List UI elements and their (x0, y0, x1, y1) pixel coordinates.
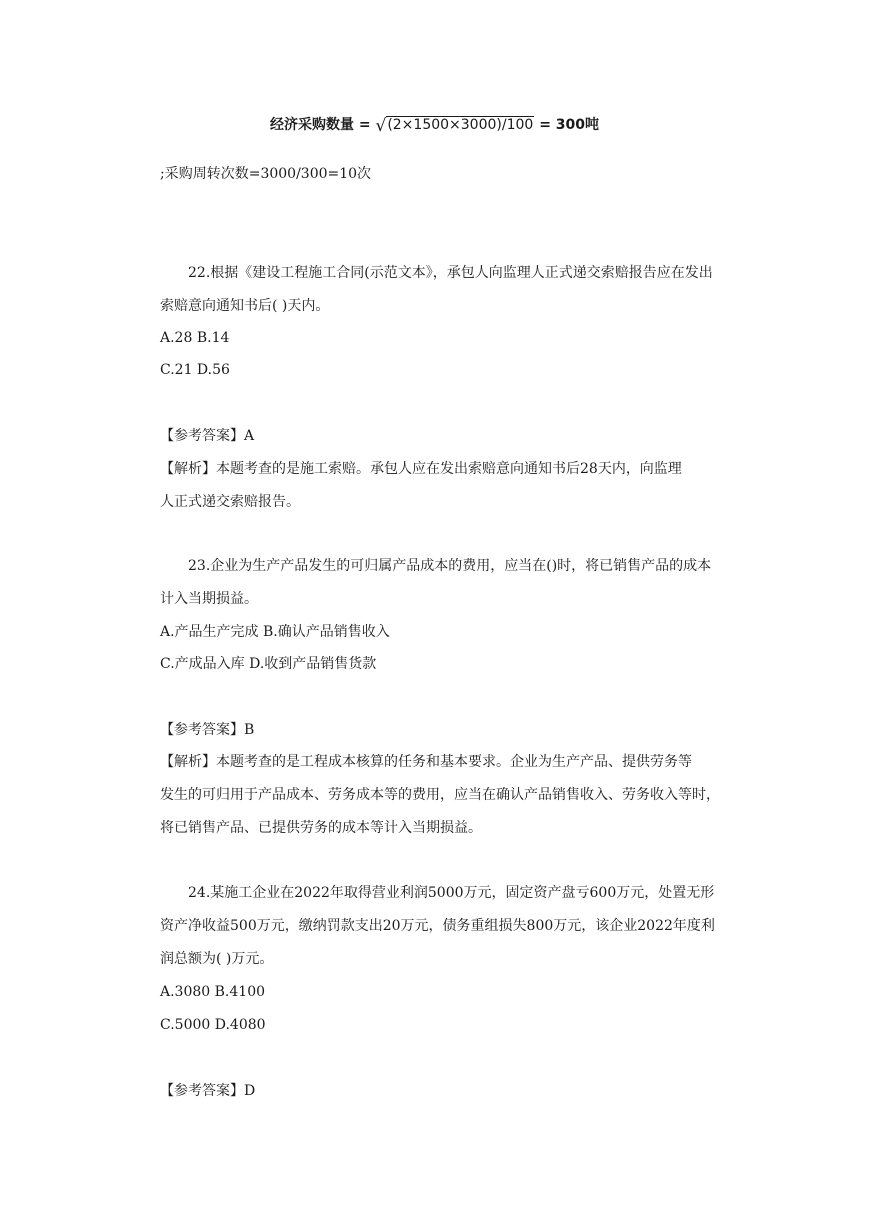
q22-line1: 22.根据《建设工程施工合同(示范文本》，承包人向监理人正式递交索赔报告应在发出 (188, 265, 713, 281)
q23-line1: 23.企业为生产产品发生的可归属产品成本的费用，应当在()时，将已销售产品的成本 (188, 558, 712, 574)
q23-analysis1: 【解析】本题考查的是工程成本核算的任务和基本要求。企业为生产产品、提供劳务等 (160, 754, 692, 770)
formula-radicand: (2×1500×3000)/100 (387, 117, 534, 133)
q24-line2: 资产净收益500万元，缴纳罚款支出20万元，债务重组损失800万元，该企业2022年度利 (160, 918, 715, 934)
formula-economic-order-quantity (0, 114, 869, 136)
q22-options-cd: C.21 D.56 (160, 362, 230, 378)
q22-answer: 【参考答案】A (160, 428, 255, 444)
sqrt-icon: √ (375, 116, 387, 136)
formula-rhs: = 300吨 (539, 117, 600, 133)
q23-answer: 【参考答案】B (160, 722, 255, 738)
q24-line1: 24.某施工企业在2022年取得营业利润5000万元，固定资产盘亏600万元，处置无形 (188, 885, 715, 901)
q24-answer: 【参考答案】D (160, 1083, 256, 1099)
q23-analysis3: 将已销售产品、已提供劳务的成本等计入当期损益。 (160, 820, 482, 836)
formula-lhs: 经济采购数量 = (269, 117, 371, 133)
q23-options-ab: A.产品生产完成 B.确认产品销售收入 (160, 624, 390, 640)
q22-analysis1: 【解析】本题考查的是施工索赔。承包人应在发出索赔意向通知书后28天内，向监理 (160, 461, 682, 477)
q23-line2: 计入当期损益。 (160, 591, 258, 607)
q24-line3: 润总额为( )万元。 (160, 951, 274, 967)
q24-options-cd: C.5000 D.4080 (160, 1017, 266, 1033)
note-turnover: ;采购周转次数=3000/300=10次 (160, 166, 372, 182)
q24-options-ab: A.3080 B.4100 (160, 984, 266, 1000)
q22-options-ab: A.28 B.14 (160, 330, 230, 346)
q22-line2: 索赔意向通知书后( )天内。 (160, 298, 330, 314)
q22-analysis2: 人正式递交索赔报告。 (160, 494, 300, 510)
q23-options-cd: C.产成品入库 D.收到产品销售货款 (160, 656, 377, 672)
q23-analysis2: 发生的可归用于产品成本、劳务成本等的费用，应当在确认产品销售收入、劳务收入等时， (160, 787, 720, 803)
